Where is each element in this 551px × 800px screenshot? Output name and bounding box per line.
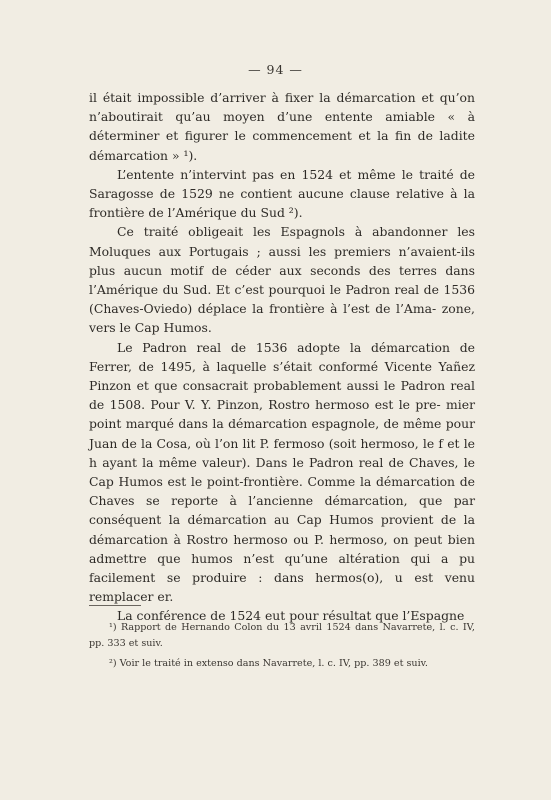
footnote-1: ¹) Rapport de Hernando Colon du 13 avril 1524 dans Navarrete, l. c. IV, pp. 333 et suiv. bbox=[89, 622, 475, 649]
line: que par conséquent la démarcation au Cap Humos provient bbox=[89, 493, 475, 528]
footnote-rule bbox=[89, 605, 141, 606]
line: l’Amérique du Sud. Et c’est pourquoi le Padron real de bbox=[89, 282, 444, 298]
line: a pu facilement se produire : dans hermos(o), u est venu bbox=[89, 550, 475, 586]
paragraph-2 bbox=[89, 165, 475, 223]
body-text bbox=[89, 88, 475, 626]
line: démarcation » ¹). bbox=[89, 147, 198, 163]
line: zone, vers le Cap Humos. bbox=[89, 301, 475, 336]
line: plus aucun motif de céder aux seconds des terres dans bbox=[89, 262, 475, 278]
line: de 1508. Pour V. Y. Pinzon, Rostro hermoso est le pre- bbox=[89, 397, 447, 413]
line: Moluques aux Portugais ; aussi les premiers n’avaient-ils bbox=[89, 243, 475, 259]
line: de Chaves, le Cap Humos est le point-frontière. Comme la bbox=[89, 454, 475, 490]
line: Saragosse de 1529 ne contient aucune clause relative à la bbox=[89, 186, 475, 202]
line: Pinzon et que consacrait probablement aussi le Padron real bbox=[89, 378, 475, 394]
line: Ce traité obligeait les Espagnols à abandonner les bbox=[117, 224, 475, 240]
line: La conférence de 1524 eut pour résultat que l’Espagne bbox=[117, 608, 465, 624]
line: pour Juan de la Cosa, où l’on lit P. fermoso (soit hermoso, bbox=[89, 416, 475, 451]
line: qu’on n’aboutirait qu’au moyen d’une entente amiable « à bbox=[89, 90, 475, 125]
line: peut bien admettre que humos n’est qu’une altération qui bbox=[89, 531, 475, 566]
footnote-2: ²) Voir le traité in extenso dans Navarrete, l. c. IV, pp. 389 et suiv. bbox=[109, 658, 428, 669]
line: frontière de l’Amérique du Sud ²). bbox=[89, 205, 303, 221]
line: Ferrer, de 1495, à laquelle s’était conformé Vicente Yañez bbox=[89, 358, 475, 374]
line: le f et le h ayant la même valeur). Dans le Padron real bbox=[89, 435, 476, 470]
line: il était impossible d’arriver à fixer la démarcation et bbox=[89, 90, 440, 105]
line: démarcation de Chaves se reporte à l’ancienne démarcation, bbox=[89, 474, 475, 509]
paragraph-3 bbox=[89, 222, 475, 337]
paragraph-4 bbox=[89, 338, 475, 607]
line: Le Padron real de 1536 adopte la démarcation de bbox=[117, 339, 475, 355]
line: remplacer er. bbox=[89, 589, 174, 605]
footnotes bbox=[89, 620, 475, 676]
line: 1536 (Chaves-Oviedo) déplace la frontière à l’est de l’Ama- bbox=[89, 282, 475, 317]
line: mier point marqué dans la démarcation espagnole, de même bbox=[89, 397, 475, 432]
line: L’entente n’intervint pas en 1524 et même le traité de bbox=[117, 166, 475, 182]
paragraph-1 bbox=[89, 88, 475, 165]
page-number: — 94 — bbox=[248, 62, 303, 77]
line: déterminer et figurer le commencement et la fin de ladite bbox=[89, 128, 475, 144]
line: de la démarcation à Rostro hermoso ou P. hermoso, on bbox=[89, 512, 475, 547]
